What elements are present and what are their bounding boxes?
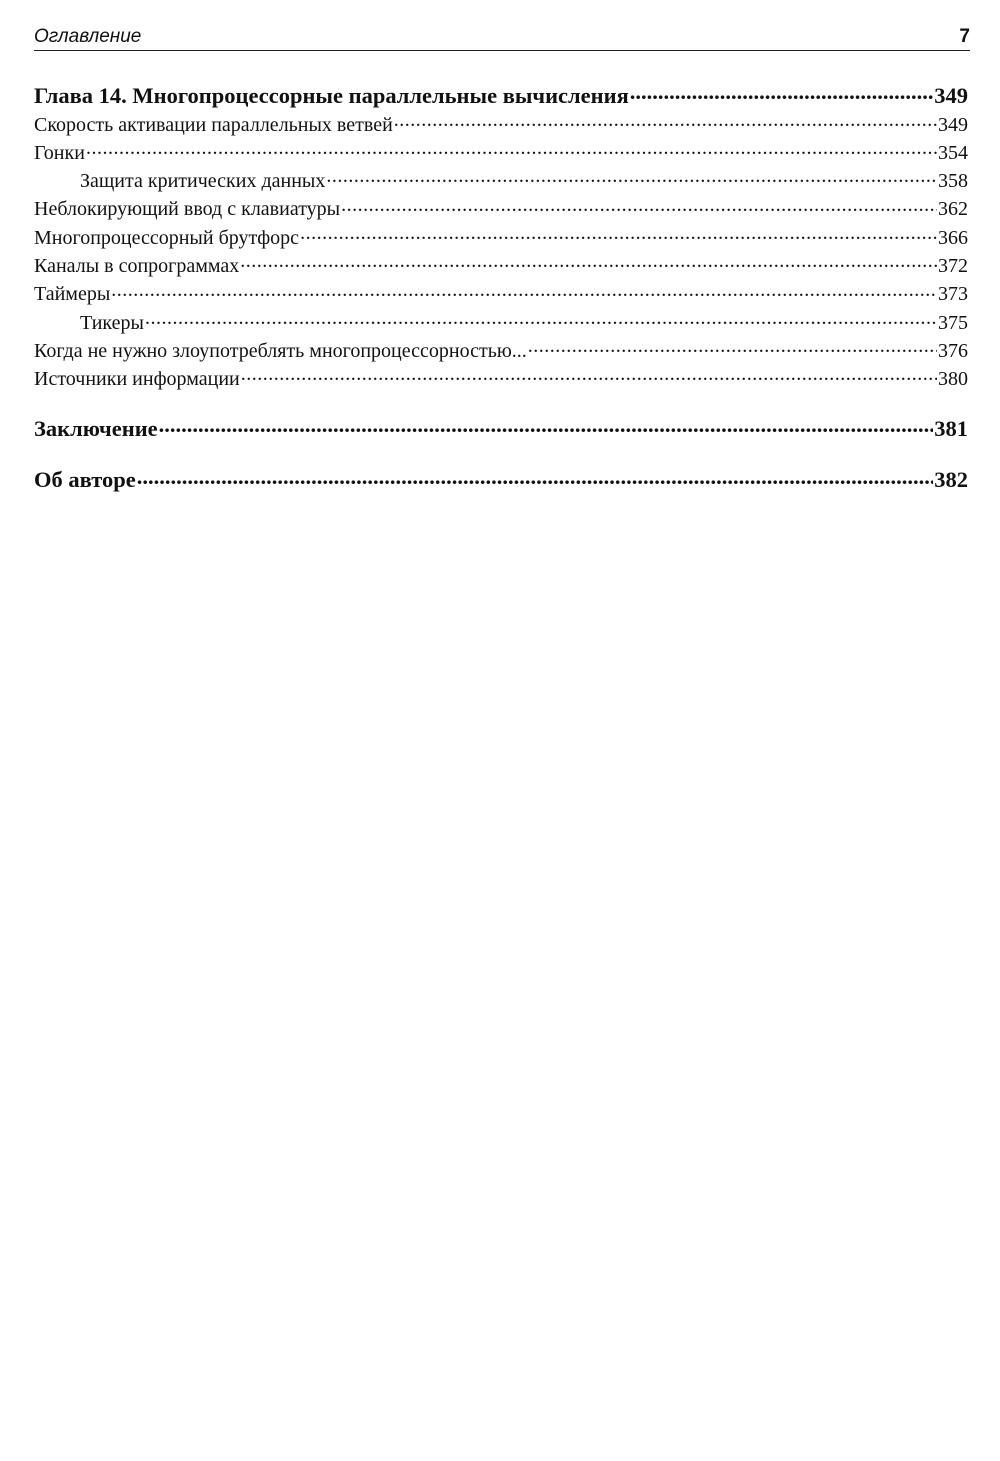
running-header [34, 22, 970, 51]
toc-conclusion[interactable] [34, 413, 968, 444]
dot-leader [326, 167, 937, 187]
toc-entry-title: Гонки [34, 141, 85, 164]
toc-about-author[interactable] [34, 465, 968, 496]
toc-entry-page: 375 [938, 311, 968, 334]
toc-entry[interactable] [34, 195, 968, 223]
toc-entry[interactable] [34, 337, 968, 365]
toc-entry-title: Неблокирующий ввод с клавиатуры [34, 198, 341, 221]
dot-leader [241, 365, 937, 385]
table-of-contents [34, 80, 968, 495]
toc-entry-title: Когда не нужно злоупотреблять многопроцессорностью... [34, 339, 527, 362]
toc-entry-title: Защита критических данных [80, 170, 326, 193]
dot-leader [86, 139, 937, 159]
dot-leader [145, 309, 937, 329]
toc-entry-page: 358 [938, 170, 968, 193]
toc-entry[interactable] [34, 139, 968, 167]
toc-entry[interactable] [34, 111, 968, 139]
dot-leader [137, 465, 934, 488]
toc-entry-page: 380 [938, 368, 968, 391]
toc-entry-page: 381 [934, 415, 968, 441]
dot-leader [341, 195, 937, 215]
dot-leader [240, 252, 937, 272]
dot-leader [630, 80, 933, 103]
dot-leader [394, 111, 937, 131]
toc-entry-title: Каналы в сопрограммах [34, 254, 240, 277]
dot-leader [111, 280, 937, 300]
toc-entry-title: Заключение [34, 415, 158, 441]
toc-entry-page: 354 [938, 141, 968, 164]
toc-entry[interactable] [34, 365, 968, 393]
toc-chapter-14[interactable] [34, 80, 968, 111]
toc-entry-page: 349 [938, 113, 968, 136]
toc-entry[interactable] [34, 252, 968, 280]
toc-entry-page: 349 [934, 82, 968, 108]
toc-entry-title: Источники информации [34, 368, 240, 391]
toc-entry-page: 376 [938, 339, 968, 362]
dot-leader [159, 413, 934, 436]
toc-entry-title: Об авторе [34, 467, 136, 493]
toc-subentry[interactable] [34, 167, 968, 195]
section-gap [34, 393, 968, 413]
toc-entry[interactable] [34, 224, 968, 252]
toc-entry-title: Таймеры [34, 283, 111, 306]
toc-entry-title: Скорость активации параллельных ветвей [34, 113, 393, 136]
toc-entry-title: Многопроцессорный брутфорс [34, 226, 300, 249]
section-gap [34, 444, 968, 465]
dot-leader [300, 224, 937, 244]
page-number: 7 [959, 26, 970, 47]
toc-entry-page: 372 [938, 254, 968, 277]
toc-entry-page: 366 [938, 226, 968, 249]
toc-entry-page: 362 [938, 198, 968, 221]
toc-entry-page: 382 [934, 467, 968, 493]
toc-entry-page: 373 [938, 283, 968, 306]
toc-entry-title: Глава 14. Многопроцессорные параллельные вычисления [34, 82, 629, 108]
running-header-title: Оглавление [34, 26, 142, 47]
dot-leader [528, 337, 937, 357]
toc-entry-title: Тикеры [80, 311, 144, 334]
toc-entry[interactable] [34, 280, 968, 308]
toc-subentry[interactable] [34, 309, 968, 337]
